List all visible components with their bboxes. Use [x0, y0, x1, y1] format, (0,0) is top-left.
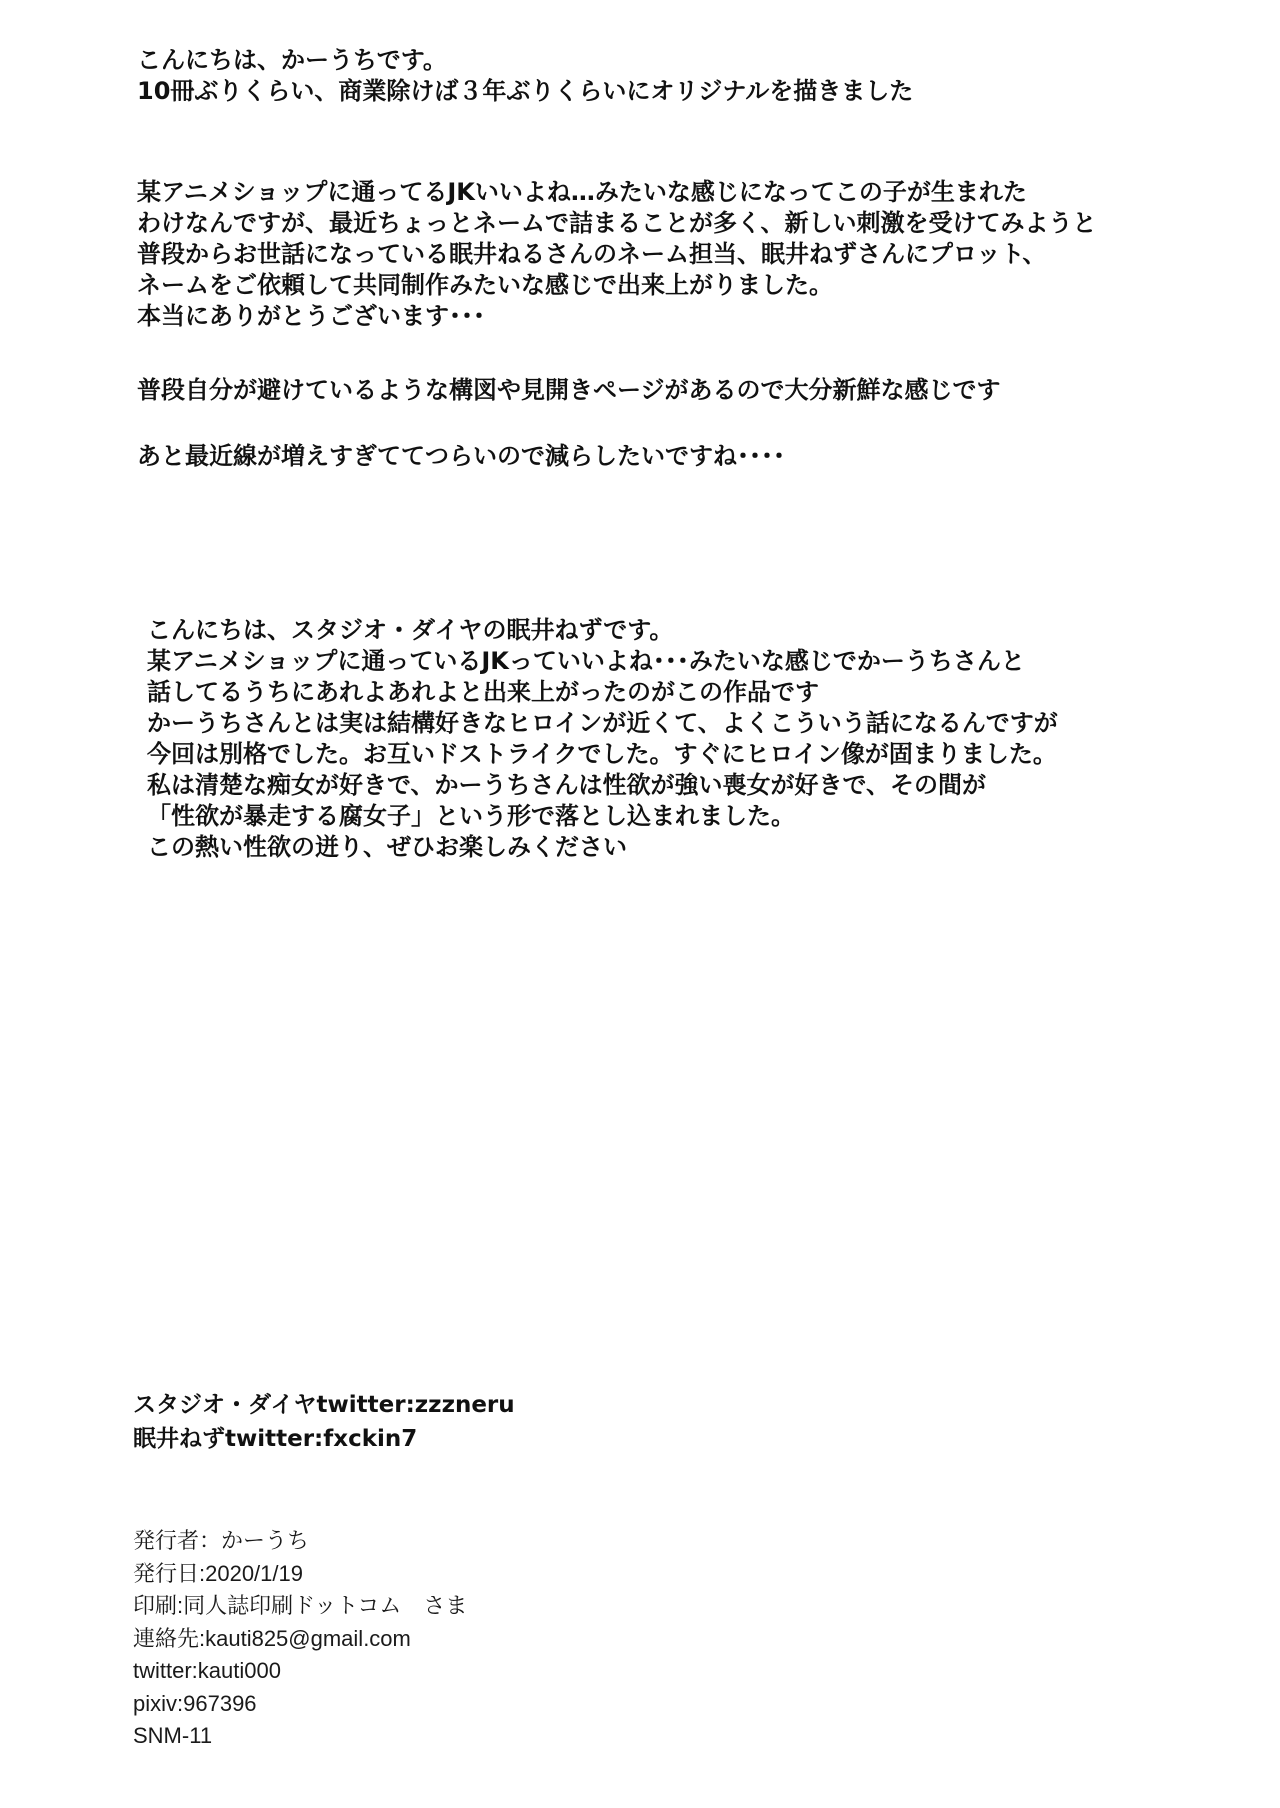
author-afterword-body — [137, 177, 1097, 332]
text-line: わけなんですが、最近ちょっとネームで詰まることが多く、新しい刺激を受けてみようと — [137, 209, 1097, 237]
writer-afterword — [147, 615, 1058, 863]
text-line: 本当にありがとうございます･･･ — [137, 302, 485, 330]
printer-line: 印刷:同人誌印刷ドットコム さま — [133, 1593, 468, 1618]
studio-twitter-handle: スタジオ・ダイヤtwitter:zzzneru — [133, 1392, 515, 1418]
social-handles — [133, 1388, 515, 1456]
publish-date-line: 発行日:2020/1/19 — [133, 1560, 303, 1586]
text-line: 話してるうちにあれよあれよと出来上がったのがこの作品です — [147, 678, 819, 706]
text-line: こんにちは、かーうちです。 — [137, 46, 447, 74]
text-line: 「性欲が暴走する腐女子」という形で落とし込まれました。 — [147, 802, 795, 830]
author-afterword-greeting — [137, 45, 913, 107]
text-line: 10冊ぶりくらい、商業除けば３年ぶりくらいにオリジナルを描きました — [137, 77, 914, 105]
pixiv-line: pixiv:967396 — [133, 1690, 257, 1716]
text-line: こんにちは、スタジオ・ダイヤの眠井ねずです。 — [147, 616, 674, 644]
author-twitter-line: twitter:kauti000 — [133, 1658, 281, 1683]
author-afterword-note — [137, 375, 1001, 406]
contact-email-line: 連絡先:kauti825@gmail.com — [133, 1625, 411, 1651]
text-line: 私は清楚な痴女が好きで、かーうちさんは性欲が強い喪女が好きで、その間が — [147, 771, 987, 799]
text-line: あと最近線が増えすぎててつらいので減らしたいですね････ — [137, 442, 785, 470]
text-line: 普段からお世話になっている眠井ねるさんのネーム担当、眠井ねずさんにプロット、 — [137, 240, 1047, 268]
text-line: かーうちさんとは実は結構好きなヒロインが近くて、よくこういう話になるんですが — [147, 709, 1058, 737]
text-line: 普段自分が避けているような構図や見開きページがあるので大分新鮮な感じです — [137, 376, 1001, 404]
text-line: 某アニメショップに通ってるJKいいよね…みたいな感じになってこの子が生まれた — [137, 178, 1027, 206]
text-line: 某アニメショップに通っているJKっていいよね･･･みたいな感じでかーうちさんと — [147, 647, 1025, 675]
publisher-line: 発行者：かーうち — [133, 1528, 310, 1553]
writer-twitter-handle: 眠井ねずtwitter:fxckin7 — [133, 1426, 418, 1452]
text-line: ネームをご依頼して共同制作みたいな感じで出来上がりました。 — [137, 271, 833, 299]
text-line: 今回は別格でした。お互いドストライクでした。すぐにヒロイン像が固まりました。 — [147, 740, 1057, 768]
text-line: この熱い性欲の迸り、ぜひお楽しみください — [147, 833, 627, 861]
author-afterword-closing — [137, 441, 785, 472]
catalog-code-line: SNM-11 — [133, 1723, 213, 1748]
colophon — [133, 1525, 467, 1753]
